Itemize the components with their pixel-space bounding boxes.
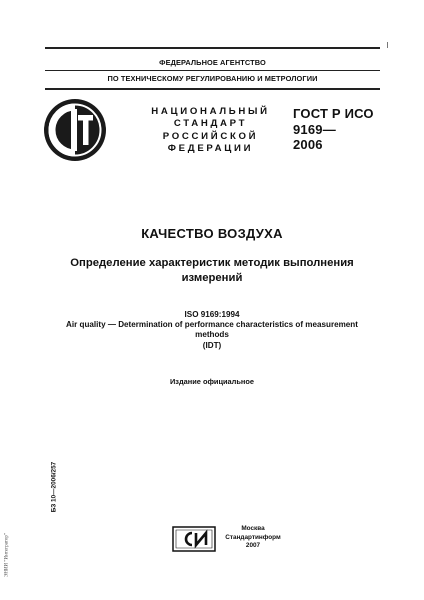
publisher-info bbox=[220, 525, 286, 551]
watermark-text: ЭНИИ "Интегратор" bbox=[4, 533, 9, 577]
designation-line: ГОСТ Р ИСО bbox=[293, 106, 374, 121]
udc-code bbox=[50, 462, 58, 512]
edition-note: Издание официальное bbox=[169, 377, 254, 386]
iso-number: ISO 9169:1994 bbox=[184, 310, 240, 319]
watermark bbox=[3, 515, 10, 595]
agency-name-line1: ФЕДЕРАЛЬНОЕ АГЕНТСТВО bbox=[159, 58, 266, 67]
english-title-line: methods bbox=[195, 330, 229, 340]
rst-logo-icon bbox=[42, 97, 108, 163]
document-subtitle bbox=[40, 256, 384, 286]
national-line: ФЕДЕРАЦИИ bbox=[167, 142, 254, 154]
subtitle-line: измерений bbox=[181, 272, 243, 284]
national-line: РОССИЙСКОЙ bbox=[162, 130, 259, 142]
document-title: КАЧЕСТВО ВОЗДУХА bbox=[141, 226, 283, 241]
standard-designation bbox=[293, 106, 374, 153]
corner-mark bbox=[387, 42, 388, 48]
national-line: СТАНДАРТ bbox=[173, 118, 248, 130]
publisher-logo-icon bbox=[172, 526, 216, 552]
udc-code-text: БЗ 10—2006/257 bbox=[50, 461, 58, 513]
top-rule bbox=[45, 47, 380, 49]
designation-line: 9169— bbox=[293, 121, 336, 137]
national-standard-label bbox=[138, 106, 283, 155]
subtitle-line: Определение характеристик методик выполнения bbox=[70, 257, 354, 269]
header-bottom-rule bbox=[45, 88, 380, 90]
publisher-name: Стандартинформ bbox=[225, 533, 281, 541]
publication-year: 2007 bbox=[245, 542, 261, 550]
iso-reference bbox=[40, 310, 384, 351]
idt-marker: (IDT) bbox=[202, 340, 222, 350]
agency-name-line2: ПО ТЕХНИЧЕСКОМУ РЕГУЛИРОВАНИЮ И МЕТРОЛОГИИ bbox=[107, 74, 318, 83]
designation-line: 2006 bbox=[293, 137, 323, 152]
agency-divider bbox=[45, 70, 380, 71]
english-title-line: Air quality — Determination of performance characteristics of measurement bbox=[66, 320, 358, 330]
national-line: НАЦИОНАЛЬНЫЙ bbox=[151, 106, 270, 117]
publisher-city: Москва bbox=[241, 525, 265, 532]
